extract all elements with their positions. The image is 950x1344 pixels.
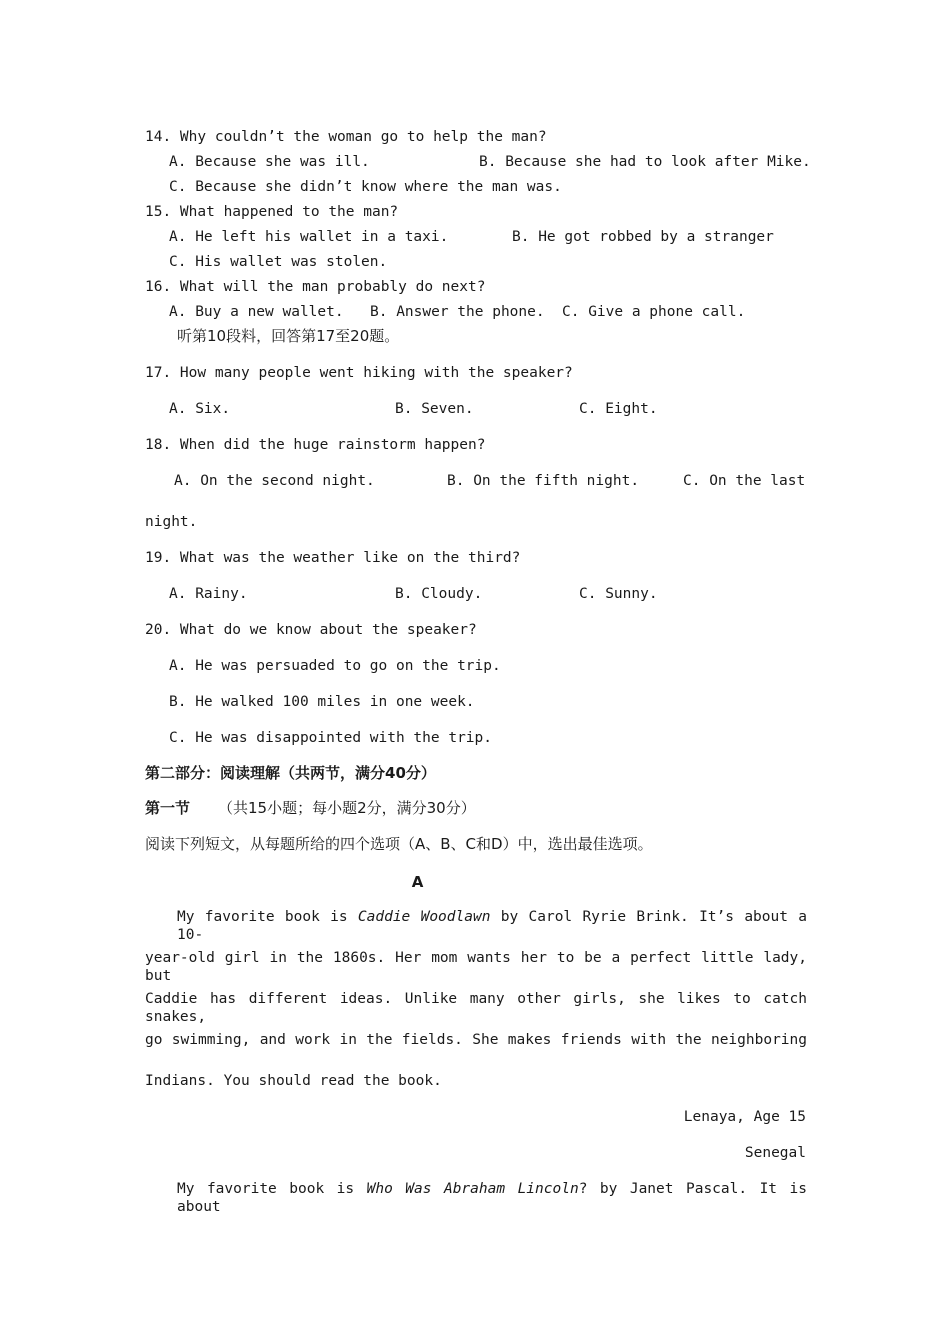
q14-option-a: A. Because she was ill. [169,154,370,170]
question-19: 19. What was the weather like on the third? [145,550,521,566]
passage-paragraph-1-line-3: Caddie has different ideas. Unlike many other girls, she likes to catch snakes, [145,991,807,1025]
question-15: 15. What happened to the man? [145,204,399,220]
author-1-place: Senegal [744,1145,806,1161]
q16-option-c: C. Give a phone call. [562,304,746,320]
reading-instruction: 阅读下列短文，从每题所给的四个选项（A、B、C和D）中，选出最佳选项。 [145,835,653,853]
section-1-title: 第一节 [145,799,191,817]
q19-option-b: B. Cloudy. [395,586,483,602]
q14-option-b: B. Because she had to look after Mike. [479,154,811,170]
q20-option-b: B. He walked 100 miles in one week. [169,694,475,710]
q17-option-b: B. Seven. [395,401,474,417]
question-14: 14. Why couldn’t the woman go to help the man? [145,129,547,145]
q14-option-c: C. Because she didn’t know where the man was. [169,179,562,195]
section-1-description: （共15小题；每小题2分，满分30分） [218,799,476,817]
question-16: 16. What will the man probably do next? [145,279,486,295]
q18-option-a: A. On the second night. [174,473,375,489]
q17-option-c: C. Eight. [579,401,658,417]
q15-option-c: C. His wallet was stolen. [169,254,388,270]
passage-paragraph-1-line-5: Indians. You should read the book. [145,1073,442,1089]
q15-option-b: B. He got robbed by a stranger [512,229,774,245]
author-1-name: Lenaya, Age 15 [683,1109,806,1125]
q20-option-a: A. He was persuaded to go on the trip. [169,658,501,674]
passage-label: A [411,873,424,891]
passage-paragraph-1-line-4: go swimming, and work in the fields. She makes friends with the neighboring [145,1032,807,1048]
q18-option-c: C. On the last [683,473,806,489]
q18-option-b: B. On the fifth night. [447,473,640,489]
passage-paragraph-1-line-2: year-old girl in the 1860s. Her mom wants her to be a perfect little lady, but [145,950,807,984]
q16-option-b: B. Answer the phone. [370,304,545,320]
q15-option-a: A. He left his wallet in a taxi. [169,229,449,245]
question-20: 20. What do we know about the speaker? [145,622,477,638]
q18-option-c-continued: night. [145,514,198,530]
q19-option-c: C. Sunny. [579,586,658,602]
book-title-caddie-woodlawn: Caddie Woodlawn [357,909,491,925]
book-title-who-was-abraham-lincoln: Who Was Abraham Lincoln [366,1181,579,1197]
passage-paragraph-2-line-1: My favorite book is Who Was Abraham Lincoln? by Janet Pascal. It is about [177,1181,807,1215]
q16-option-a: A. Buy a new wallet. [169,304,344,320]
q20-option-c: C. He was disappointed with the trip. [169,730,493,746]
question-18: 18. When did the huge rainstorm happen? [145,437,486,453]
question-17: 17. How many people went hiking with the speaker? [145,365,573,381]
passage-paragraph-1-line-1: My favorite book is Caddie Woodlawn by Carol Ryrie Brink. It’s about a 10- [177,909,807,943]
q19-option-a: A. Rainy. [169,586,248,602]
part-2-heading: 第二部分：阅读理解（共两节，满分40分） [145,764,436,782]
section-10-note: 听第10段料，回答第17至20题。 [177,327,400,345]
q17-option-a: A. Six. [169,401,231,417]
